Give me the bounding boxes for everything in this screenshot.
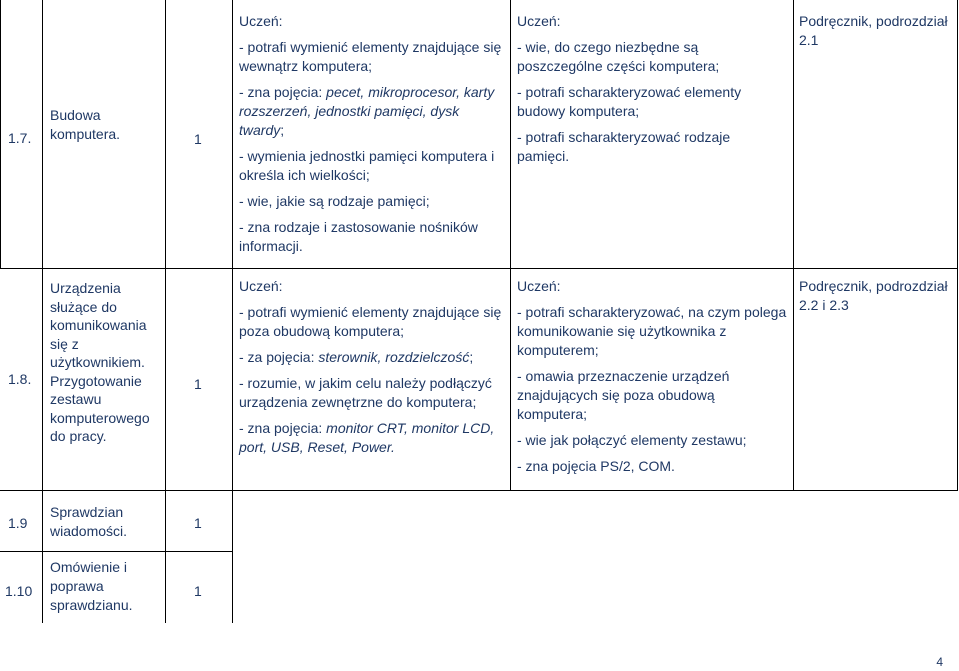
requirement-item: - potrafi wymienić elementy znajdujące się wewnątrz komputera; (239, 39, 502, 74)
topic-line: sprawdzianu. (50, 597, 133, 613)
topic-line: wiadomości. (50, 523, 128, 539)
topic-cell (50, 279, 163, 446)
topic-line: poprawa (50, 578, 104, 594)
requirement-item: - wie, jakie są rodzaje pamięci; (239, 193, 430, 209)
grid-line (42, 0, 43, 623)
topic-line: się z (50, 335, 79, 352)
row-number: 1.8. (8, 371, 32, 387)
requirement-item: - potrafi scharakteryzować, na czym polega komunikowanie się użytkownika z komputerem; (517, 304, 787, 358)
requirement-item: - rozumie, w jakim celu należy podłączyć urządzenia zewnętrzne do komputera; (239, 375, 492, 410)
topic-cell (50, 558, 163, 615)
topic-line: Omówienie i (50, 559, 128, 575)
requirement-item: - omawia przeznaczenie urządzeń znajdujących się poza obudową komputera; (517, 368, 730, 422)
topic-line: komunikowania (50, 317, 147, 333)
topic-line: Przygotowanie (50, 372, 142, 389)
requirement-item: - zna pojęcia PS/2, COM. (517, 458, 675, 474)
hours-value: 1 (194, 515, 202, 531)
requirement-item: - wie, do czego niezbędne są poszczególne części komputera; (517, 39, 720, 74)
requirement-item: - za pojęcia: sterownik, rozdzielczość; (239, 349, 474, 365)
topic-cell (50, 503, 163, 541)
topic-line: komputera. (50, 126, 121, 142)
grid-line (957, 0, 958, 490)
hours-value: 1 (194, 376, 202, 392)
grid-line (510, 0, 511, 490)
grid-line (0, 551, 233, 552)
basic-requirements (239, 277, 505, 464)
row-number: 1.9 (8, 515, 28, 531)
requirement-item: - potrafi scharakteryzować rodzaje pamięci. (517, 129, 731, 164)
hours-value: 1 (194, 131, 202, 147)
page-number: 4 (936, 655, 943, 669)
grid-line (0, 490, 958, 491)
row-number: 1.10 (5, 583, 33, 599)
topic-line: użytkownikiem. (50, 354, 145, 370)
heading: Uczeń: (517, 278, 561, 294)
row-number: 1.7. (8, 130, 32, 146)
grid-line (0, 0, 1, 268)
requirement-item: - zna pojęcia: pecet, mikroprocesor, karty rozszerzeń, jednostki pamięci, dysk twardy; (239, 84, 495, 138)
requirement-item: - potrafi wymienić elementy znajdujące się poza obudową komputera; (239, 304, 502, 339)
topic-line: służące do (50, 298, 117, 315)
grid-line (793, 0, 794, 490)
requirement-item: - wymienia jednostki pamięci komputera i określa ich wielkości; (239, 148, 495, 183)
hours-value: 1 (194, 583, 202, 599)
source-cell: Podręcznik, podrozdział 2.1 (799, 13, 948, 48)
source-cell: Podręcznik, podrozdział 2.2 i 2.3 (799, 278, 948, 313)
requirement-item: - wie jak połączyć elementy zestawu; (517, 432, 747, 448)
topic-line: Sprawdzian (50, 504, 124, 520)
heading: Uczeń: (239, 13, 283, 29)
requirement-item: - zna rodzaje i zastosowanie nośników informacji. (239, 219, 478, 254)
topic-line: zestawu (50, 391, 102, 407)
extended-requirements (517, 12, 785, 173)
heading: Uczeń: (517, 13, 561, 29)
topic-line: do pracy. (50, 428, 107, 444)
topic-line: Urządzenia (50, 280, 121, 296)
topic-cell (50, 106, 160, 144)
topic-line: Budowa (50, 107, 101, 123)
requirement-item: - zna pojęcia: monitor CRT, monitor LCD, port, USB, Reset, Power. (239, 420, 495, 455)
heading: Uczeń: (239, 278, 283, 294)
grid-line (0, 268, 958, 269)
topic-line: komputerowego (50, 409, 150, 426)
grid-line (165, 0, 166, 623)
extended-requirements (517, 277, 787, 483)
requirement-item: - potrafi scharakteryzować elementy budowy komputera; (517, 84, 742, 119)
grid-line (232, 0, 233, 623)
basic-requirements (239, 12, 505, 263)
